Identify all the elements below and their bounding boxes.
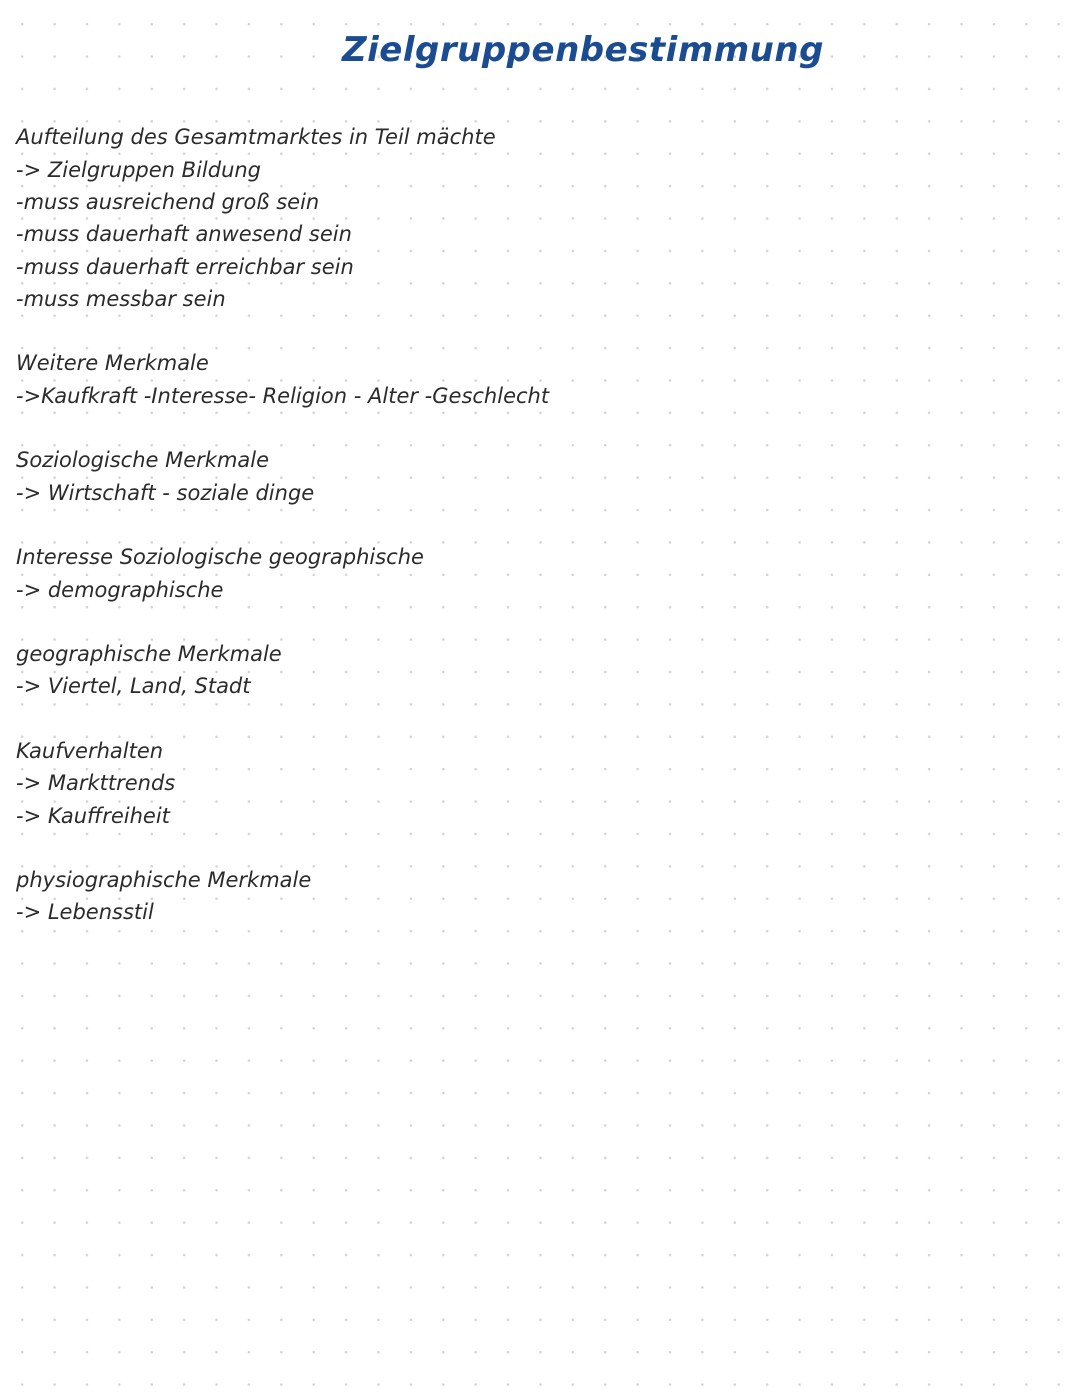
section-heading: Aufteilung des Gesamtmarktes in Teil mächte (16, 125, 496, 149)
section-heading: physiographische Merkmale (16, 868, 312, 892)
note-line: -muss dauerhaft anwesend sein (16, 222, 352, 246)
note-line: -> demographische (16, 578, 224, 602)
section-heading: Kaufverhalten (16, 739, 164, 763)
section-heading: Weitere Merkmale (16, 351, 209, 375)
note-line: -> Viertel, Land, Stadt (16, 674, 251, 698)
note-line: -> Wirtschaft - soziale dinge (16, 481, 315, 505)
note-line: -muss ausreichend groß sein (16, 190, 320, 214)
note-line: -> Zielgruppen Bildung (16, 158, 262, 182)
note-line: -> Kauffreiheit (16, 804, 170, 828)
note-line: ->Kaufkraft -Interesse- Religion - Alter -Geschlecht (16, 384, 550, 408)
section-heading: Interesse Soziologische geographische (16, 545, 424, 569)
note-line: -muss dauerhaft erreichbar sein (16, 255, 354, 279)
section-heading: geographische Merkmale (16, 642, 282, 666)
section-heading: Soziologische Merkmale (16, 448, 270, 472)
note-line: -> Lebensstil (16, 900, 154, 924)
note-line: -> Markttrends (16, 771, 176, 795)
page-title: Zielgruppenbestimmung (342, 30, 824, 70)
note-line: -muss messbar sein (16, 287, 226, 311)
